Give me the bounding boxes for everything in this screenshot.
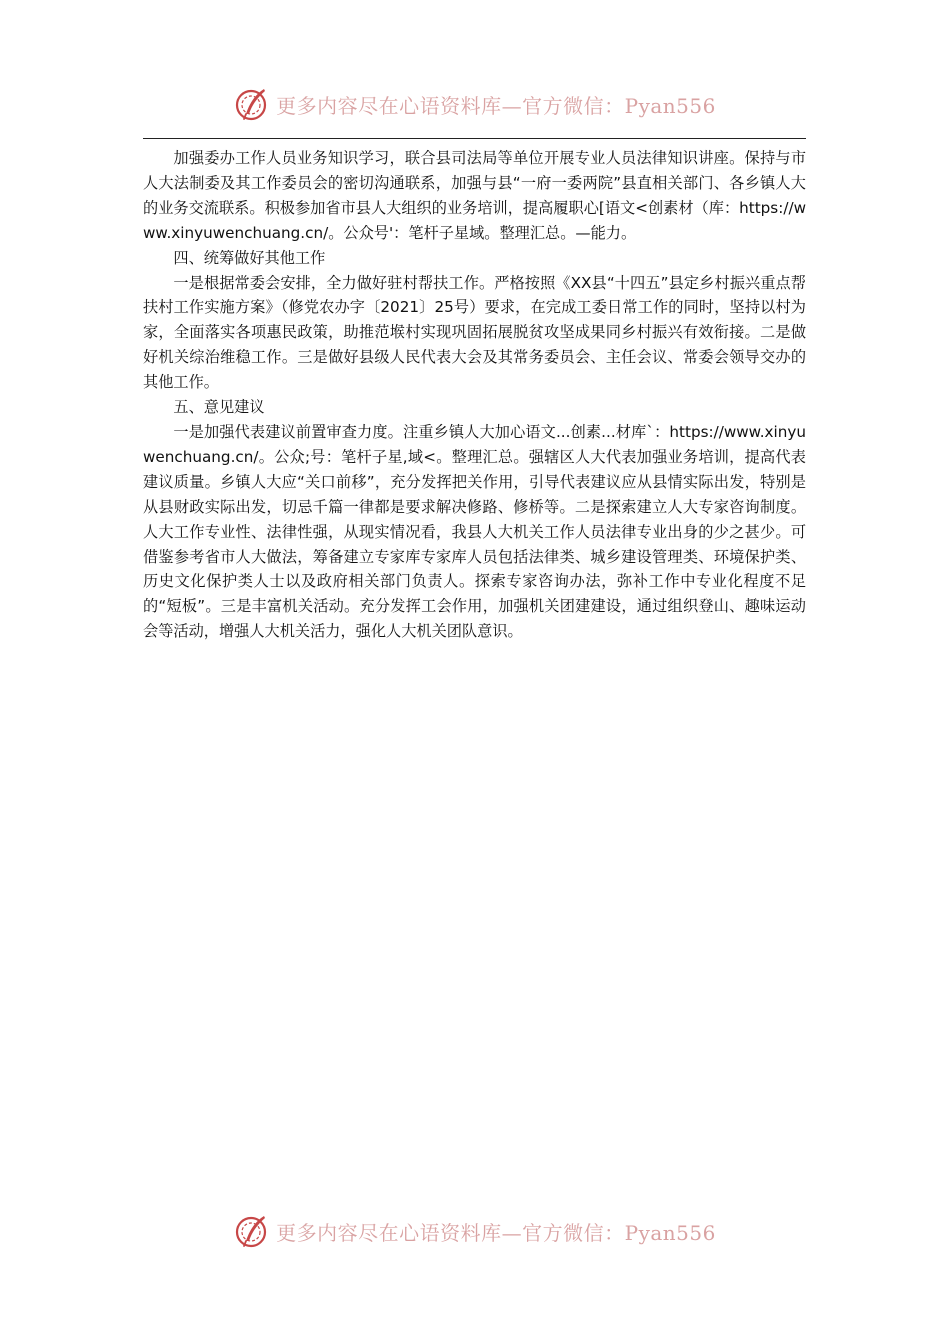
header-watermark-inner (234, 86, 716, 122)
section-heading-suggestions: 五、意见建议 (173, 398, 265, 417)
quill-seal-icon (234, 86, 270, 122)
footer-watermark-text: 更多内容尽在心语资料库—官方微信：Pyan556 (276, 1220, 716, 1245)
footer-watermark (0, 1207, 950, 1255)
quill-seal-icon (234, 1213, 270, 1249)
section-heading-other-work: 四、统筹做好其他工作 (173, 248, 326, 267)
paragraph-suggestions: 一是加强代表建议前置审查力度。注重乡镇人大加心语文...创素...材库`：https://www.xinyuwenchuang.cn/。公众;号：笔杆子星,域<。整理汇总。强辖区人大代表加强业务培训，提高代表建议质量。乡镇人大应“关口前移”，充分发挥把关作用，引导代表建议应从县情实际出发，特别是从县财政实际出发，切忌千篇一律都是要求解决修路、修桥等。二是探索建立人大专家咨询制度。人大工作专业性、法律性强，从现实情况看，我县人大机关工作人员法律专业出身的少之甚少。可借鉴参考省市人大做法，筹备建立专家库专家库人员包括法律类、城乡建设管理类、环境保护类、历史文化保护类人士以及政府相关部门负责人。探索专家咨询办法，弥补工作中专业化程度不足的“短板”。三是丰富机关活动。充分发挥工会作用，加强机关团建建设，通过组织登山、趣味运动会等活动，增强人大机关活力，强化人大机关团队意识。 (143, 422, 806, 641)
header-divider (143, 138, 806, 139)
document-body (143, 146, 806, 644)
paragraph-other-work: 一是根据常委会安排，全力做好驻村帮扶工作。严格按照《XX县“十四五”县定乡村振兴重点帮扶村工作实施方案》（修党农办字〔2021〕25号）要求，在完成工委日常工作的同时，坚持以村为家，全面落实各项惠民政策，助推范堠村实现巩固拓展脱贫攻坚成果同乡村振兴有效衔接。二是做好机关综治维稳工作。三是做好县级人民代表大会及其常务委员会、主任会议、常委会领导交办的其他工作。 (143, 273, 806, 392)
footer-watermark-inner (234, 1213, 716, 1249)
header-watermark (0, 80, 950, 128)
header-watermark-text: 更多内容尽在心语资料库—官方微信：Pyan556 (276, 93, 716, 118)
paragraph-training: 加强委办工作人员业务知识学习，联合县司法局等单位开展专业人员法律知识讲座。保持与市人大法制委及其工作委员会的密切沟通联系，加强与县“一府一委两院”县直相关部门、各乡镇人大的业务交流联系。积极参加省市县人大组织的业务培训，提高履职心[语文<创素材（库：https://www.xinyuwenchuang.cn/。公众号'：笔杆子星域。整理汇总。—能力。 (143, 149, 806, 242)
